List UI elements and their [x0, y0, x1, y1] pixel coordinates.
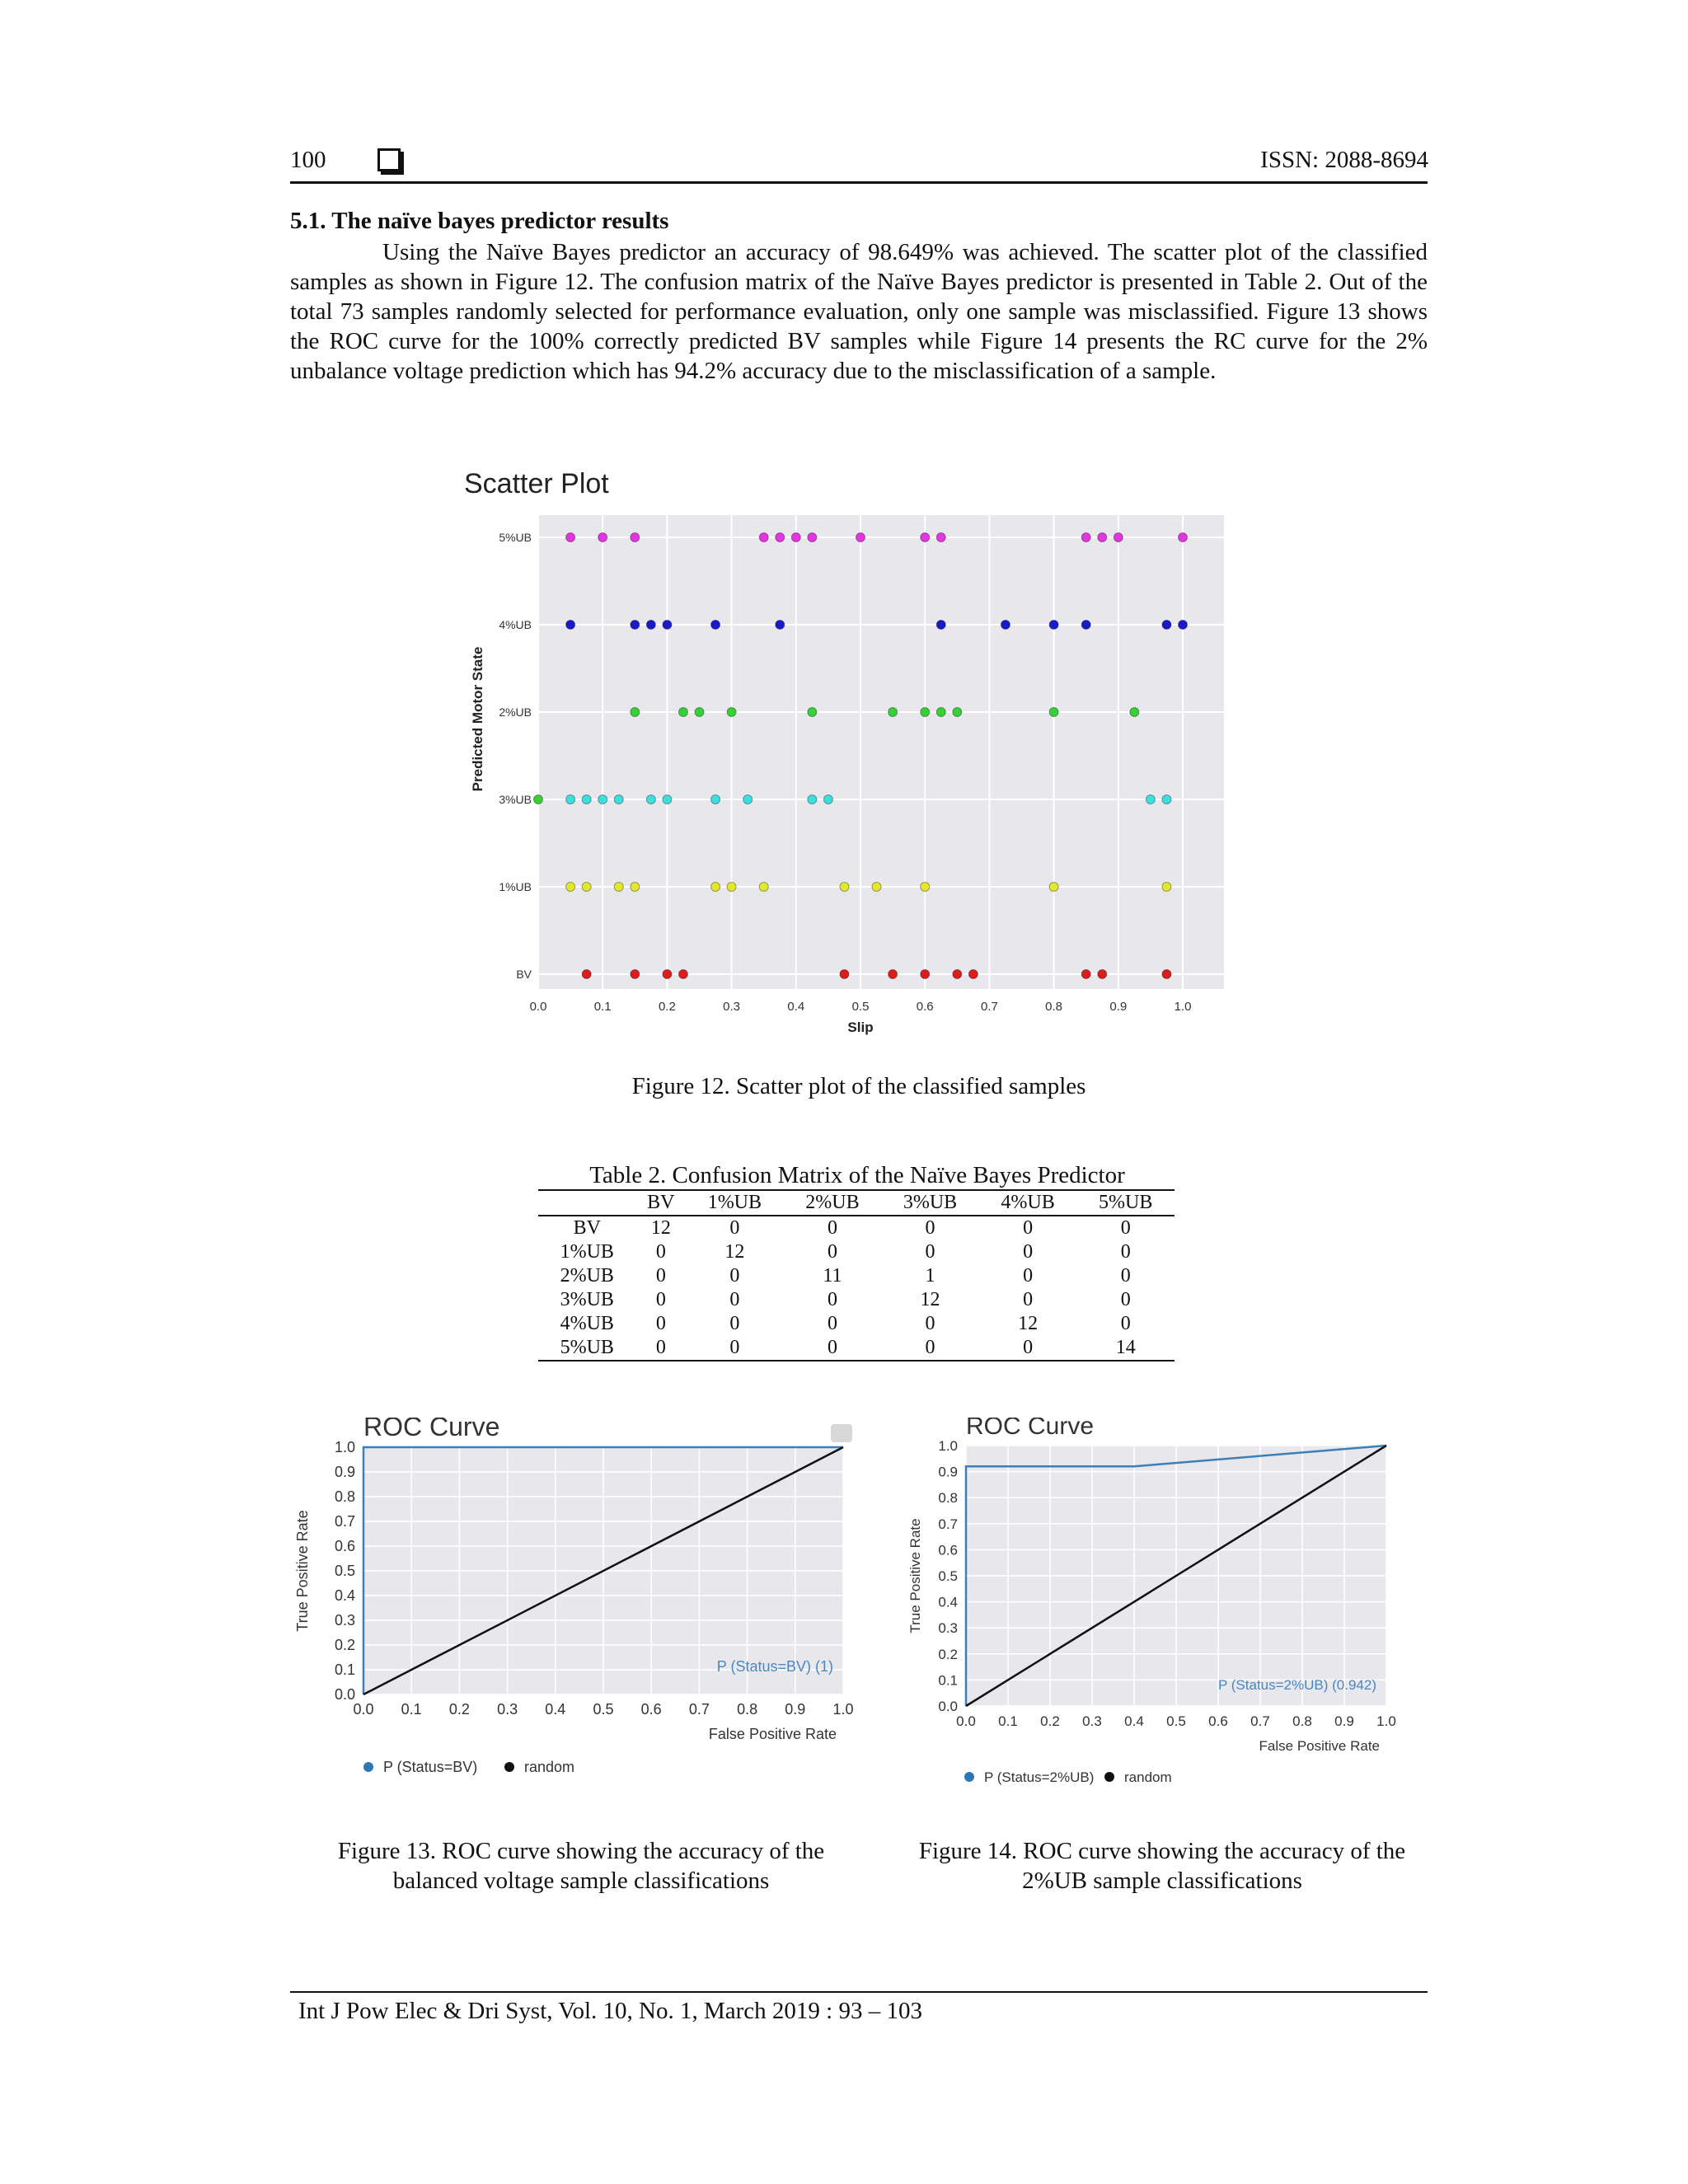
scatter-point — [598, 795, 607, 804]
x-tick-label: 0.1 — [401, 1701, 422, 1718]
scatter-point — [614, 795, 623, 804]
legend-marker — [1104, 1772, 1114, 1782]
footer-citation: Int J Pow Elec & Dri Syst, Vol. 10, No. 1, March 2019 : 93 – 103 — [298, 1998, 922, 2024]
x-tick-label: 0.2 — [658, 1000, 676, 1014]
table-row — [538, 1216, 1175, 1240]
scatter-point — [582, 795, 591, 804]
scatter-point — [1162, 970, 1171, 979]
roc-curve-2ub — [907, 1418, 1426, 1821]
legend-label: random — [1124, 1769, 1172, 1785]
x-tick-label: 0.7 — [1250, 1713, 1270, 1729]
scatter-point — [678, 708, 687, 717]
scatter-point — [631, 533, 640, 542]
scatter-point — [631, 970, 640, 979]
annotation-label: P (Status=2%UB) (0.942) — [1218, 1677, 1376, 1693]
table-cell: 12 — [1018, 1313, 1039, 1334]
y-axis-label: Predicted Motor State — [470, 646, 485, 792]
scatter-point — [582, 970, 591, 979]
table-cell: 0 — [1120, 1313, 1131, 1334]
table-cell: 3%UB — [560, 1289, 614, 1310]
y-tick-label: 0.2 — [334, 1637, 355, 1653]
plot-background — [538, 515, 1224, 989]
y-tick-label: 0.9 — [334, 1464, 355, 1480]
table-cell: BV — [573, 1217, 601, 1239]
table-cell: 12 — [724, 1241, 745, 1263]
scatter-point — [1179, 533, 1188, 542]
scatter-point — [566, 533, 575, 542]
x-tick-label: 0.7 — [980, 1000, 998, 1014]
x-tick-label: 0.9 — [785, 1701, 806, 1718]
table-row — [538, 1336, 1175, 1361]
y-tick-label: 1.0 — [334, 1439, 355, 1455]
x-tick-label: 0.6 — [640, 1701, 662, 1718]
table-header-cell: 1%UB — [686, 1190, 784, 1216]
scatter-point — [1098, 970, 1107, 979]
scatter-point — [856, 533, 865, 542]
scatter-point — [968, 970, 978, 979]
x-tick-label: 0.8 — [1292, 1713, 1312, 1729]
x-tick-label: 0.7 — [688, 1701, 710, 1718]
figure14-caption: Figure 14. ROC curve showing the accuracy of the 2%UB sample classifications — [918, 1838, 1406, 1894]
table-cell: 0 — [925, 1217, 935, 1239]
scatter-point — [1130, 708, 1139, 717]
page-number: 100 — [290, 147, 326, 173]
table-cell: 0 — [1023, 1241, 1034, 1263]
y-axis-label: True Positive Rate — [907, 1518, 923, 1633]
table-cell: 0 — [729, 1289, 740, 1310]
table-cell: 5%UB — [538, 1336, 636, 1361]
table-header-cell: 4%UB — [979, 1190, 1077, 1216]
header-rule — [290, 181, 1428, 184]
table-cell: 0 — [1120, 1265, 1131, 1286]
table-cell: 0 — [686, 1336, 784, 1361]
y-tick-label: 0.8 — [334, 1488, 355, 1505]
scatter-point — [776, 533, 785, 542]
x-tick-label: 0.6 — [916, 1000, 934, 1014]
scatter-point — [743, 795, 753, 804]
y-tick-label: 1.0 — [938, 1438, 958, 1454]
chart-menu-icon — [831, 1424, 852, 1442]
scatter-point — [953, 708, 962, 717]
scatter-point — [1049, 708, 1058, 717]
x-tick-label: 1.0 — [1376, 1713, 1396, 1729]
x-tick-label: 0.0 — [353, 1701, 374, 1718]
scatter-point — [711, 795, 720, 804]
table-header-cell: 3%UB — [881, 1190, 979, 1216]
table-cell: 0 — [729, 1313, 740, 1334]
y-tick-label: 0.0 — [938, 1699, 958, 1714]
y-tick-label: BV — [516, 968, 532, 981]
table-cell: 0 — [1120, 1241, 1131, 1263]
x-axis-label: False Positive Rate — [708, 1726, 837, 1742]
chart-title: ROC Curve — [966, 1418, 1095, 1440]
x-tick-label: 0.4 — [545, 1701, 566, 1718]
scatter-point — [566, 795, 575, 804]
header-box-icon — [377, 148, 401, 171]
x-tick-label: 0.4 — [1124, 1713, 1144, 1729]
x-tick-label: 0.1 — [593, 1000, 612, 1014]
scatter-point — [1081, 621, 1090, 630]
x-tick-label: 0.5 — [593, 1701, 614, 1718]
table-cell: 2%UB — [560, 1265, 614, 1286]
figure13-caption: Figure 13. ROC curve showing the accuracy of the balanced voltage sample classifications — [337, 1838, 825, 1894]
x-tick-label: 0.3 — [1082, 1713, 1102, 1729]
table-cell: 0 — [827, 1313, 837, 1334]
scatter-point — [727, 883, 736, 892]
x-tick-label: 0.8 — [737, 1701, 758, 1718]
scatter-point — [1049, 883, 1058, 892]
table-cell: 12 — [650, 1217, 671, 1239]
table-cell: 0 — [655, 1265, 666, 1286]
scatter-point — [953, 970, 962, 979]
annotation-label: P (Status=BV) (1) — [716, 1658, 833, 1675]
x-tick-label: 0.2 — [1040, 1713, 1060, 1729]
confusion-matrix-table — [538, 1189, 1175, 1361]
x-tick-label: 0.6 — [1208, 1713, 1228, 1729]
scatter-point — [759, 533, 768, 542]
scatter-point — [808, 533, 817, 542]
scatter-point — [889, 970, 898, 979]
scatter-point — [566, 621, 575, 630]
table-cell: 0 — [655, 1289, 666, 1310]
table-header-cell: 5%UB — [1076, 1190, 1175, 1216]
table-cell: 0 — [1120, 1217, 1131, 1239]
scatter-point — [1162, 883, 1171, 892]
scatter-point — [534, 795, 543, 804]
scatter-plot — [457, 462, 1249, 1038]
table2-title: Table 2. Confusion Matrix of the Naïve Bayes Predictor — [589, 1162, 1125, 1188]
scatter-point — [711, 883, 720, 892]
scatter-point — [663, 795, 672, 804]
scatter-point — [1081, 970, 1090, 979]
y-tick-label: 0.0 — [334, 1686, 355, 1703]
x-axis-label: Slip — [847, 1019, 874, 1035]
table-row — [538, 1288, 1175, 1312]
y-tick-label: 0.3 — [334, 1612, 355, 1629]
table-cell: 1%UB — [560, 1241, 614, 1263]
scatter-point — [631, 621, 640, 630]
scatter-point — [678, 970, 687, 979]
scatter-point — [823, 795, 832, 804]
table-cell: 0 — [1023, 1289, 1034, 1310]
scatter-point — [921, 708, 930, 717]
x-tick-label: 0.8 — [1045, 1000, 1063, 1014]
x-tick-label: 0.4 — [787, 1000, 805, 1014]
scatter-point — [566, 883, 575, 892]
table-cell: 4%UB — [560, 1313, 614, 1334]
y-tick-label: 0.1 — [334, 1661, 355, 1678]
y-tick-label: 2%UB — [499, 705, 532, 719]
scatter-point — [889, 708, 898, 717]
table-cell: 11 — [823, 1265, 842, 1286]
scatter-point — [921, 970, 930, 979]
y-tick-label: 0.7 — [938, 1516, 958, 1532]
y-tick-label: 0.6 — [938, 1542, 958, 1558]
scatter-point — [936, 621, 945, 630]
scatter-point — [1146, 795, 1155, 804]
scatter-point — [936, 533, 945, 542]
table-cell: 0 — [979, 1336, 1077, 1361]
table-row — [538, 1312, 1175, 1336]
table-cell: 0 — [925, 1241, 935, 1263]
scatter-point — [808, 708, 817, 717]
legend-marker — [504, 1762, 514, 1772]
scatter-point — [1114, 533, 1123, 542]
scatter-point — [808, 795, 817, 804]
scatter-point — [840, 970, 849, 979]
table-header-cell: BV — [636, 1190, 687, 1216]
scatter-point — [1049, 621, 1058, 630]
y-tick-label: 0.5 — [938, 1568, 958, 1584]
scatter-point — [663, 970, 672, 979]
y-tick-label: 4%UB — [499, 618, 532, 631]
table-cell: 0 — [729, 1217, 740, 1239]
scatter-point — [1081, 533, 1090, 542]
y-tick-label: 5%UB — [499, 531, 532, 544]
table-cell: 0 — [1120, 1289, 1131, 1310]
scatter-point — [872, 883, 881, 892]
scatter-point — [776, 621, 785, 630]
legend-label: P (Status=BV) — [383, 1759, 478, 1775]
y-axis-label: True Positive Rate — [294, 1510, 311, 1632]
body-paragraph: Using the Naïve Bayes predictor an accuracy of 98.649% was achieved. The scatter plot of the classified samples as shown in Figure 12. The confusion matrix of the Naïve Bayes predictor is presented in Table 2. Out of the total 73 samples randomly selected for performance evaluation, only one sample was misclassified. Figure 13 shows the ROC curve for the 100% correctly predicted BV samples while Figure 14 presents the RC curve for the 2% unbalance voltage prediction which has 94.2% accuracy due to the misclassification of a sample. — [290, 239, 1428, 384]
x-tick-label: 1.0 — [832, 1701, 854, 1718]
x-axis-label: False Positive Rate — [1259, 1738, 1380, 1754]
table-cell: 0 — [827, 1217, 837, 1239]
y-tick-label: 0.3 — [938, 1620, 958, 1637]
table-cell: 0 — [925, 1313, 935, 1334]
table-cell: 0 — [784, 1336, 882, 1361]
x-tick-label: 0.0 — [529, 1000, 547, 1014]
y-tick-label: 0.2 — [938, 1646, 958, 1662]
y-tick-label: 0.4 — [938, 1594, 958, 1610]
legend-marker — [964, 1772, 974, 1782]
scatter-point — [711, 621, 720, 630]
table-cell: 1 — [925, 1265, 935, 1286]
y-tick-label: 0.1 — [938, 1672, 958, 1689]
section-title: 5.1. The naïve bayes predictor results — [290, 208, 669, 234]
y-tick-label: 0.6 — [334, 1538, 355, 1554]
y-tick-label: 3%UB — [499, 793, 532, 806]
scatter-point — [614, 883, 623, 892]
roc-curve-bv — [293, 1418, 870, 1813]
table-cell: 0 — [655, 1241, 666, 1263]
legend-label: P (Status=2%UB) — [984, 1769, 1095, 1785]
scatter-point — [631, 708, 640, 717]
x-tick-label: 0.1 — [998, 1713, 1018, 1729]
scatter-point — [727, 708, 736, 717]
scatter-point — [921, 883, 930, 892]
scatter-point — [1098, 533, 1107, 542]
scatter-point — [1162, 795, 1171, 804]
scatter-point — [759, 883, 768, 892]
x-tick-label: 0.3 — [497, 1701, 518, 1718]
x-tick-label: 0.0 — [956, 1713, 976, 1729]
chart-title: Scatter Plot — [464, 468, 609, 499]
table-cell: 0 — [827, 1241, 837, 1263]
y-tick-label: 0.4 — [334, 1587, 355, 1604]
scatter-point — [1001, 621, 1010, 630]
table-cell: 12 — [920, 1289, 940, 1310]
scatter-point — [631, 883, 640, 892]
scatter-point — [598, 533, 607, 542]
y-tick-label: 0.8 — [938, 1490, 958, 1507]
scatter-point — [1162, 621, 1171, 630]
table-cell: 0 — [729, 1265, 740, 1286]
x-tick-label: 1.0 — [1174, 1000, 1192, 1014]
table-header-cell — [538, 1190, 636, 1216]
y-tick-label: 0.5 — [334, 1563, 355, 1579]
scatter-point — [840, 883, 849, 892]
scatter-point — [921, 533, 930, 542]
table-row — [538, 1264, 1175, 1288]
table-cell: 0 — [1023, 1265, 1034, 1286]
x-tick-label: 0.5 — [851, 1000, 870, 1014]
table-header-cell: 2%UB — [784, 1190, 882, 1216]
table-cell: 0 — [655, 1313, 666, 1334]
x-tick-label: 0.9 — [1109, 1000, 1128, 1014]
y-tick-label: 1%UB — [499, 880, 532, 893]
table-cell: 14 — [1076, 1336, 1175, 1361]
scatter-point — [695, 708, 704, 717]
y-tick-label: 0.7 — [334, 1513, 355, 1530]
table-cell: 0 — [636, 1336, 687, 1361]
x-tick-label: 0.5 — [1166, 1713, 1186, 1729]
legend-label: random — [524, 1759, 575, 1775]
x-tick-label: 0.3 — [723, 1000, 741, 1014]
scatter-point — [646, 621, 655, 630]
table-cell: 0 — [1023, 1217, 1034, 1239]
legend-marker — [363, 1762, 373, 1772]
issn: ISSN: 2088-8694 — [1260, 147, 1428, 173]
x-tick-label: 0.9 — [1334, 1713, 1354, 1729]
scatter-point — [582, 883, 591, 892]
table-cell: 0 — [827, 1289, 837, 1310]
scatter-point — [936, 708, 945, 717]
scatter-point — [1179, 621, 1188, 630]
table-row — [538, 1240, 1175, 1264]
scatter-point — [791, 533, 800, 542]
chart-title: ROC Curve — [363, 1418, 500, 1441]
footer-rule — [290, 1991, 1428, 1993]
y-tick-label: 0.9 — [938, 1464, 958, 1480]
figure12-caption: Figure 12. Scatter plot of the classified samples — [631, 1073, 1086, 1099]
scatter-point — [646, 795, 655, 804]
x-tick-label: 0.2 — [448, 1701, 470, 1718]
table-cell: 0 — [881, 1336, 979, 1361]
scatter-point — [663, 621, 672, 630]
